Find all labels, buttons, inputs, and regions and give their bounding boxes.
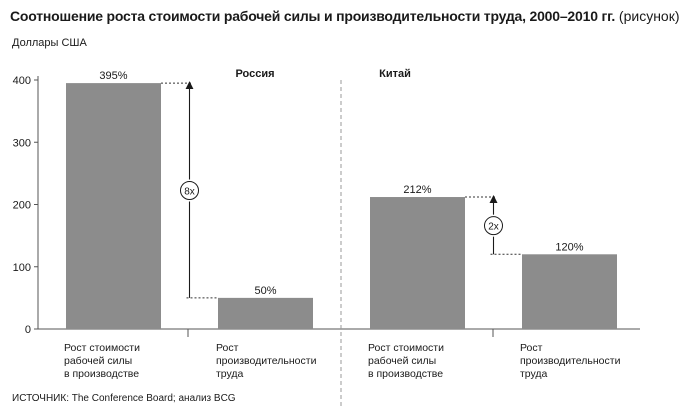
x-category-label: производительности xyxy=(520,355,621,367)
x-category-label: труда xyxy=(520,368,548,380)
chart-title-main: Соотношение роста стоимости рабочей силы и производительности труда, 2000–2010 гг. xyxy=(10,8,616,24)
x-category-label: рабочей силы xyxy=(368,355,437,367)
x-category-label: Рост стоимости xyxy=(368,342,444,354)
y-tick-label: 100 xyxy=(12,261,31,274)
x-category-label: производительности xyxy=(216,355,317,367)
x-category-label: Рост стоимости xyxy=(64,342,140,354)
bar-value-label: 50% xyxy=(254,284,277,297)
y-tick-label: 200 xyxy=(12,199,31,212)
x-category-label: труда xyxy=(216,368,244,380)
x-category-label: рабочей силы xyxy=(64,355,133,367)
ratio-label: 8x xyxy=(184,186,195,198)
y-tick-label: 0 xyxy=(24,324,31,336)
group-label: Россия xyxy=(235,68,275,80)
x-category-label: в производстве xyxy=(64,368,140,380)
bar-value-label: 212% xyxy=(403,184,432,197)
x-category-label: Рост xyxy=(216,342,239,354)
bar xyxy=(66,83,161,329)
bar xyxy=(218,298,313,329)
source-note: ИСТОЧНИК: The Conference Board; анализ BCG xyxy=(12,393,236,404)
bar-value-label: 120% xyxy=(555,241,584,254)
bar-value-label: 395% xyxy=(99,70,128,83)
bar xyxy=(522,254,617,329)
y-axis-unit-label: Доллары США xyxy=(12,37,87,49)
x-category-label: Рост xyxy=(520,342,543,354)
chart-title-note: (рисунок) xyxy=(618,8,680,24)
ratio-label: 2x xyxy=(488,221,499,233)
bar xyxy=(370,197,465,329)
x-category-label: в производстве xyxy=(368,368,444,380)
y-tick-label: 400 xyxy=(12,75,31,87)
y-tick-label: 300 xyxy=(12,137,31,150)
group-label: Китай xyxy=(379,68,411,80)
